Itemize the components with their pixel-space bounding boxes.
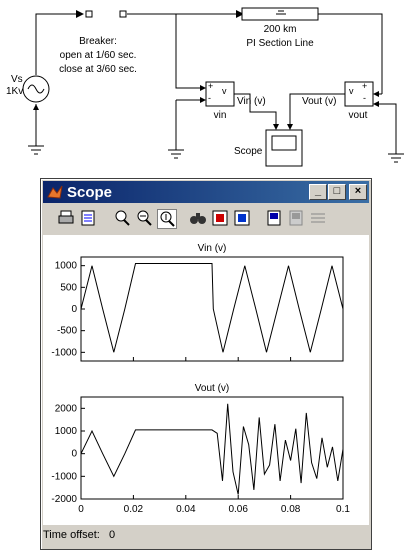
vin-signal-label: Vin (v) [237,96,266,107]
vout-plus: + [362,81,368,91]
breaker-close-label: close at 3/60 sec. [59,64,137,75]
y-tick-label: -1000 [51,471,77,483]
plot-title: Vout (v) [194,383,230,394]
x-tick-label: 0 [78,504,84,515]
matlab-logo-icon [47,184,63,200]
line-length-label: 200 km [263,24,297,35]
save-axes-icon[interactable] [211,209,229,227]
zoom-y-icon[interactable] [157,209,177,229]
y-tick-label: -500 [56,325,77,337]
y-tick-label: 2000 [54,403,77,415]
time-offset-text: Time offset: [43,529,100,541]
restore-axes-icon[interactable] [233,209,251,227]
lock-axes-icon[interactable] [287,209,305,227]
y-tick-label: -2000 [51,494,77,505]
zoom-x-icon[interactable] [135,209,153,227]
plot-title: Vin (v) [197,243,227,254]
x-tick-label: 0.08 [280,504,301,515]
close-button[interactable]: × [349,184,367,200]
time-offset-value: 0 [109,529,116,541]
scope-window [40,178,372,550]
x-tick-label: 0.04 [176,504,196,515]
breaker-open-label: open at 1/60 sec. [59,50,137,61]
autoscale-icon[interactable] [189,209,207,227]
title-bar[interactable] [43,181,369,203]
maximize-button[interactable]: □ [328,184,346,200]
vout-block-label: vout [348,110,368,121]
vout-signal-label: Vout (v) [302,96,337,107]
vout-minus: - [363,93,366,103]
line-name-label: PI Section Line [246,38,314,49]
window-title: Scope [67,184,113,201]
y-tick-label: 500 [60,282,77,294]
signal-selection-icon[interactable] [309,209,327,227]
source-value-label: 1Kv [6,86,24,97]
y-tick-label: 1000 [54,260,77,272]
y-tick-label: 0 [71,304,77,315]
vin-block-label: vin [213,110,227,121]
source-name-label: Vs [11,74,23,85]
parameters-icon[interactable] [79,209,97,227]
plot-area [43,235,369,525]
vin-minus: - [208,93,211,103]
breaker-title: Breaker: [79,36,117,47]
y-tick-label: -1000 [51,347,77,359]
scope-block-label: Scope [234,146,263,157]
minimize-button[interactable]: _ [309,184,327,200]
toolbar [43,206,369,232]
scope-plots [43,235,369,525]
vin-v-label: v [222,86,227,96]
x-tick-label: 0.06 [228,504,248,515]
x-tick-label: 0.02 [123,504,144,515]
time-offset-label [43,529,115,541]
print-icon[interactable] [57,209,75,227]
zoom-icon[interactable] [113,209,131,227]
vout-v-label: v [349,86,354,96]
y-tick-label: 1000 [54,426,77,437]
floating-scope-icon[interactable] [265,209,283,227]
vin-plus: + [208,81,214,91]
y-tick-label: 0 [71,448,77,460]
x-tick-label: 0.1 [336,504,350,515]
